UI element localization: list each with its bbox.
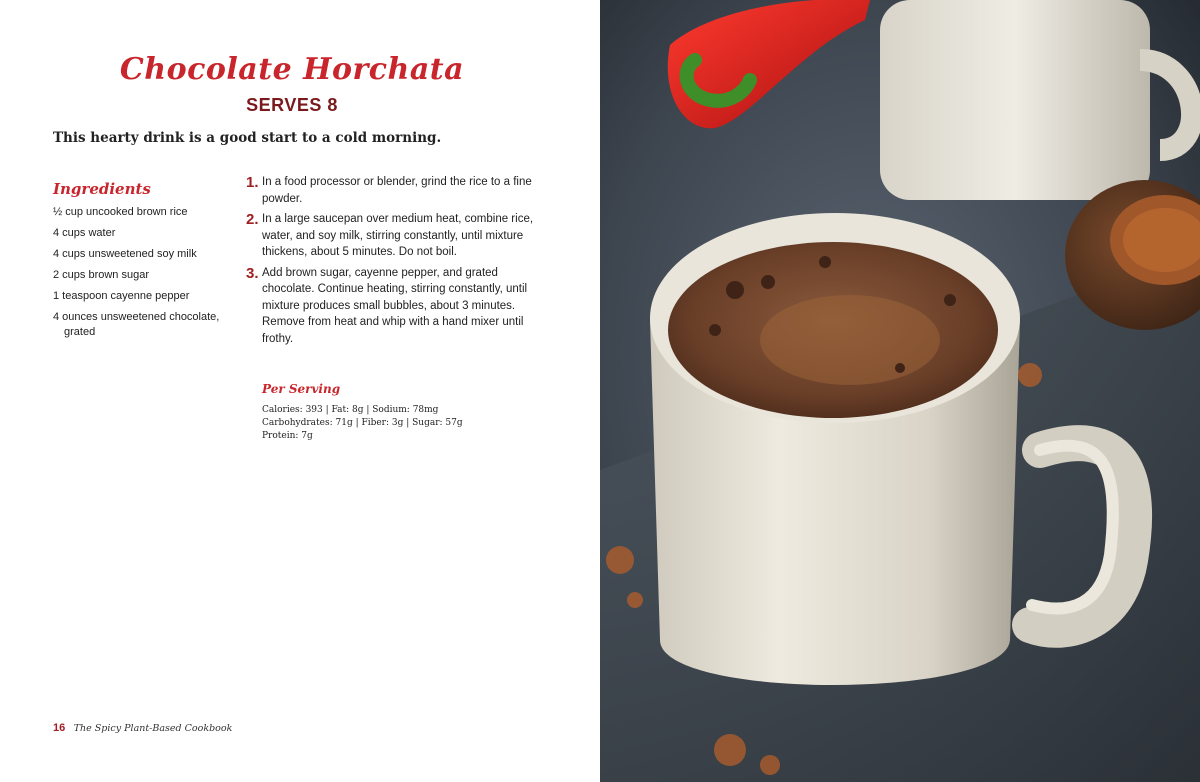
recipe-title: Chocolate Horchata	[119, 52, 465, 87]
directions-list	[246, 174, 538, 351]
nutrition-line: Carbohydrates: 71g | Fiber: 3g | Sugar: 57g	[262, 418, 463, 428]
page-number: 16	[53, 722, 66, 734]
serves-count: SERVES 8	[246, 95, 338, 115]
book-title: The Spicy Plant-Based Cookbook	[73, 723, 233, 734]
ingredient-item: 2 cups brown sugar	[53, 269, 149, 281]
step-number: 2.	[246, 211, 259, 228]
recipe-photo	[600, 0, 1200, 782]
step-number: 3.	[246, 264, 259, 282]
ingredient-item: ½ cup uncooked brown rice	[53, 206, 188, 218]
page-footer	[53, 718, 232, 736]
step-text: In a food processor or blender, grind the rice to a fine powder.	[262, 176, 532, 205]
second-white-mug	[880, 0, 1192, 200]
step-number: 1.	[246, 174, 259, 191]
nutrition-facts	[262, 404, 562, 443]
direction-step	[246, 174, 538, 207]
ingredient-item: 4 ounces unsweetened chocolate, grated	[53, 311, 220, 338]
per-serving-heading: Per Serving	[262, 382, 341, 396]
ingredient-item: 4 cups water	[53, 227, 116, 239]
step-text: In a large saucepan over medium heat, combine rice, water, and soy milk, stirring constantly, until mixture thickens, about 5 minutes. Do not boil.	[262, 213, 534, 258]
ingredients-list	[53, 205, 228, 346]
ingredient-item: 4 cups unsweetened soy milk	[53, 248, 197, 260]
hot-chocolate-photo-illustration	[600, 0, 1200, 782]
recipe-intro: This hearty drink is a good start to a cold morning.	[53, 130, 442, 146]
direction-step	[246, 265, 538, 348]
nutrition-line: Protein: 7g	[262, 431, 313, 441]
ingredient-item: 1 teaspoon cayenne pepper	[53, 290, 190, 302]
direction-step	[246, 211, 538, 261]
nutrition-line: Calories: 393 | Fat: 8g | Sodium: 78mg	[262, 405, 439, 415]
step-text: Add brown sugar, cayenne pepper, and grated chocolate. Continue heating, stirring constantly, until mixture produces small bubbles, about 3 minutes. Remove from heat and whip with a hand mixer until frothy.	[262, 266, 528, 345]
ingredients-heading: Ingredients	[53, 180, 151, 198]
